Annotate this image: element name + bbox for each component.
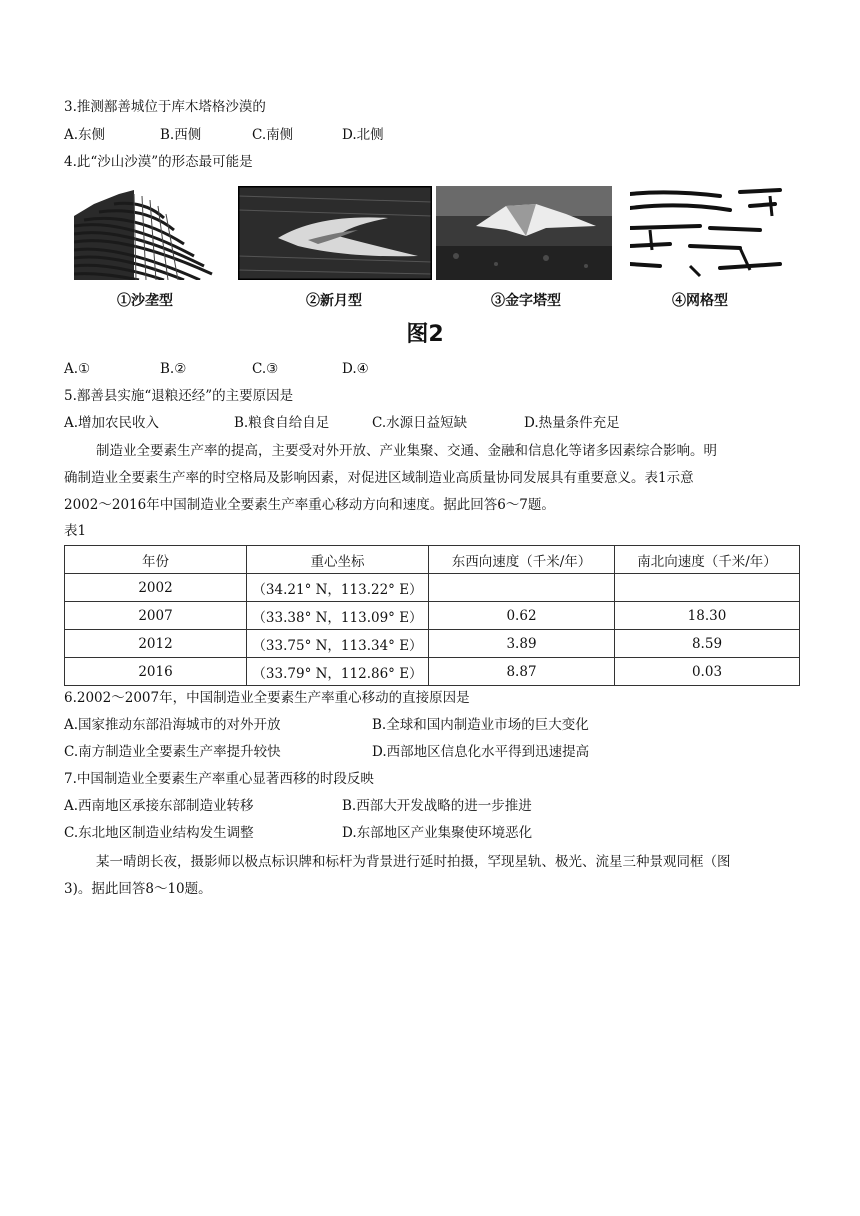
table-1-caption: 表1 — [64, 523, 87, 539]
passage-2-line-1: 某一晴朗长夜，摄影师以极点标识牌和标杆为背景进行延时拍摄，罕现星轨、极光、流星三种景观同框（图 — [96, 854, 731, 870]
question-5-stem: 5.鄯善县实施“退粮还经”的主要原因是 — [64, 388, 294, 404]
table-cell-north-south: 18.30 — [615, 602, 800, 630]
question-6-option-c: C.南方制造业全要素生产率提升较快 — [64, 744, 281, 760]
table-cell-year: 2012 — [65, 630, 247, 658]
barchan-dune-photo — [238, 186, 432, 280]
question-4-stem: 4.此“沙山沙漠”的形态最可能是 — [64, 154, 253, 170]
question-6-option-d: D.西部地区信息化水平得到迅速提高 — [372, 744, 590, 760]
question-3-option-a: A.东侧 — [64, 127, 106, 143]
figure-caption-2: ②新月型 — [306, 293, 362, 309]
figure-2-row — [74, 186, 790, 286]
table-header-coordinate: 重心坐标 — [247, 546, 429, 574]
question-3-option-b: B.西侧 — [160, 127, 202, 143]
question-3-stem: 3.推测鄯善城位于库木塔格沙漠的 — [64, 99, 266, 115]
table-cell-coordinate: （33.38° N，113.09° E） — [247, 602, 429, 630]
question-4-option-a: A.① — [64, 361, 91, 377]
table-1 — [64, 545, 800, 686]
grid-dune-photo — [630, 186, 790, 280]
table-header-row — [65, 546, 800, 574]
table-cell-east-west — [429, 574, 615, 602]
table-cell-coordinate: （33.79° N，112.86° E） — [247, 658, 429, 686]
passage-1-line-1: 制造业全要素生产率的提高，主要受对外开放、产业集聚、交通、金融和信息化等诸多因素综合影响。明 — [96, 443, 717, 459]
question-4-option-b: B.② — [160, 361, 187, 377]
table-cell-year: 2002 — [65, 574, 247, 602]
table-row — [65, 658, 800, 686]
passage-1-line-2: 确制造业全要素生产率的时空格局及影响因素，对促进区域制造业高质量协同发展具有重要意义。表1示意 — [64, 470, 694, 486]
figure-caption-4: ④网格型 — [672, 293, 728, 309]
figure-caption-1: ①沙垄型 — [117, 293, 173, 309]
question-7-option-c: C.东北地区制造业结构发生调整 — [64, 825, 254, 841]
question-4-option-c: C.③ — [252, 361, 279, 377]
table-row — [65, 602, 800, 630]
question-4-option-d: D.④ — [342, 361, 369, 377]
question-7-stem: 7.中国制造业全要素生产率重心显著西移的时段反映 — [64, 771, 374, 787]
table-cell-north-south — [615, 574, 800, 602]
table-cell-north-south: 8.59 — [615, 630, 800, 658]
question-5-option-b: B.粮食自给自足 — [234, 415, 330, 431]
question-7-option-b: B.西部大开发战略的进一步推进 — [342, 798, 532, 814]
table-cell-coordinate: （34.21° N，113.22° E） — [247, 574, 429, 602]
linear-dune-photo — [74, 186, 216, 280]
figure-2-title: 图2 — [406, 322, 444, 347]
question-7-option-a: A.西南地区承接东部制造业转移 — [64, 798, 254, 814]
star-dune-photo — [436, 186, 612, 280]
question-5-option-d: D.热量条件充足 — [524, 415, 620, 431]
table-cell-east-west: 3.89 — [429, 630, 615, 658]
table-cell-east-west: 0.62 — [429, 602, 615, 630]
question-7-option-d: D.东部地区产业集聚使环境恶化 — [342, 825, 533, 841]
question-5-option-c: C.水源日益短缺 — [372, 415, 468, 431]
table-header-north-south-speed: 南北向速度（千米/年） — [615, 546, 800, 574]
table-cell-year: 2007 — [65, 602, 247, 630]
question-6-option-a: A.国家推动东部沿海城市的对外开放 — [64, 717, 281, 733]
passage-2-line-2: 3)。据此回答8～10题。 — [64, 881, 212, 897]
table-header-east-west-speed: 东西向速度（千米/年） — [429, 546, 615, 574]
question-5-option-a: A.增加农民收入 — [64, 415, 160, 431]
question-3-option-d: D.北侧 — [342, 127, 384, 143]
question-6-stem: 6.2002～2007年，中国制造业全要素生产率重心移动的直接原因是 — [64, 690, 470, 706]
table-row — [65, 574, 800, 602]
question-3-option-c: C.南侧 — [252, 127, 294, 143]
table-cell-north-south: 0.03 — [615, 658, 800, 686]
table-cell-coordinate: （33.75° N，113.34° E） — [247, 630, 429, 658]
table-row — [65, 630, 800, 658]
question-6-option-b: B.全球和国内制造业市场的巨大变化 — [372, 717, 589, 733]
table-cell-year: 2016 — [65, 658, 247, 686]
table-cell-east-west: 8.87 — [429, 658, 615, 686]
table-header-year: 年份 — [65, 546, 247, 574]
passage-1-line-3: 2002～2016年中国制造业全要素生产率重心移动方向和速度。据此回答6～7题。 — [64, 497, 555, 513]
figure-caption-3: ③金字塔型 — [491, 293, 561, 309]
